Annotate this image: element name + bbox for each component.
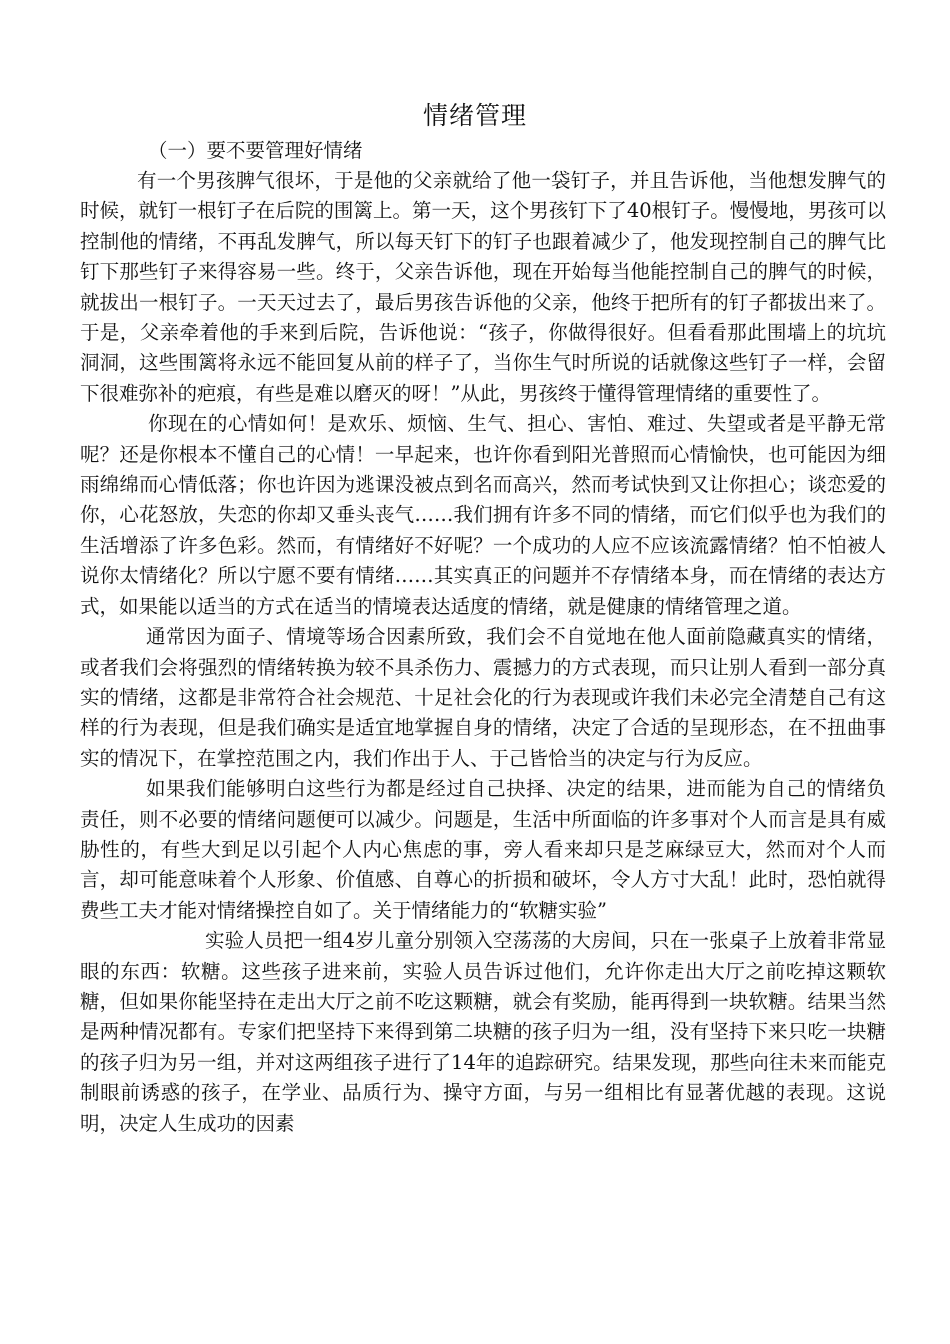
- paragraph-nail-story: 有一个男孩脾气很坏，于是他的父亲就给了他一袋钉子，并且告诉他，当他想发脾气的时候，就钉一根钉子在后院的围篱上。第一天，这个男孩钉下了40根钉子。慢慢地，男孩可以控制他的情绪，不再乱发脾气，所以每天钉下的钉子也跟着减少了，他发现控制自己的脾气比钉下那些钉子来得容易一些。终于，父亲告诉他，现在开始每当他能控制自己的脾气的时候，就拔出一根钉子。一天天过去了，最后男孩告诉他的父亲，他终于把所有的钉子都拔出来了。于是，父亲牵着他的手来到后院，告诉他说：“孩子，你做得很好。但看看那此围墙上的坑坑洞洞，这些围篱将永远不能回复从前的样子了，当你生气时所说的话就像这些钉子一样，会留下很难弥补的疤痕，有些是难以磨灭的呀！”从此，男孩终于懂得管理情绪的重要性了。: [80, 169, 886, 405]
- paragraph-emotion-responsibility: 如果我们能够明白这些行为都是经过自己抉择、决定的结果，进而能为自己的情绪负责任，则不必要的情绪问题便可以减少。问题是，生活中所面临的许多事对个人而言是具有威胁性的，有些大到足以引起个人内心焦虑的事，旁人看来却只是芝麻绿豆大，然而对个人而言，却可能意味着个人形象、价值感、自尊心的折损和破坏，令人方寸大乱！此时，恐怕就得费些工夫才能对情绪操控自如了。关于情绪能力的“软糖实验”: [80, 777, 886, 922]
- paragraph-hidden-emotions: 通常因为面子、情境等场合因素所致，我们会不自觉地在他人面前隐藏真实的情绪，或者我们会将强烈的情绪转换为较不具杀伤力、震撼力的方式表现，而只让别人看到一部分真实的情绪，这都是非常符合社会规范、十足社会化的行为表现或许我们未必完全清楚自己有这样的行为表现，但是我们确实是适宜地掌握自身的情绪，决定了合适的呈现形态，在不扭曲事实的情况下，在掌控范围之内，我们作出于人、于己皆恰当的决定与行为反应。: [80, 625, 886, 770]
- paragraph-marshmallow-experiment: 实验人员把一组4岁儿童分别领入空荡荡的大房间，只在一张桌子上放着非常显眼的东西：软糖。这些孩子进来前，实验人员告诉过他们，允许你走出大厅之前吃掉这颗软糖，但如果你能坚持在走出大厅之前不吃这颗糖，就会有奖励，能再得到一块软糖。结果当然是两种情况都有。专家们把坚持下来得到第二块糖的孩子归为一组，没有坚持下来只吃一块糖的孩子归为另一组，并对这两组孩子进行了14年的追踪研究。结果发现，那些向往未来而能克制眼前诱惑的孩子，在学业、品质行为、操守方面，与另一组相比有显著优越的表现。这说明，决定人生成功的因素: [80, 929, 886, 1135]
- section-heading: （一）要不要管理好情绪: [148, 139, 363, 162]
- paragraph-current-mood: 你现在的心情如何！是欢乐、烦恼、生气、担心、害怕、难过、失望或者是平静无常呢？还是你根本不懂自己的心情！一早起来，也许你看到阳光普照而心情愉快，也可能因为细雨绵绵而心情低落；你也许因为逃课没被点到名而高兴，然而考试快到又让你担心；谈恋爱的你，心花怒放，失恋的你却又垂头丧气……我们拥有许多不同的情绪，而它们似乎也为我们的生活增添了许多色彩。然而，有情绪好不好呢？一个成功的人应不应该流露情绪？怕不怕被人说你太情绪化？所以宁愿不要有情绪……其实真正的问题并不存情绪本身，而在情绪的表达方式，如果能以适当的方式在适当的情境表达适度的情绪，就是健康的情绪管理之道。: [80, 412, 886, 618]
- document-body: [80, 166, 886, 1139]
- document-title: 情绪管理: [422, 101, 527, 130]
